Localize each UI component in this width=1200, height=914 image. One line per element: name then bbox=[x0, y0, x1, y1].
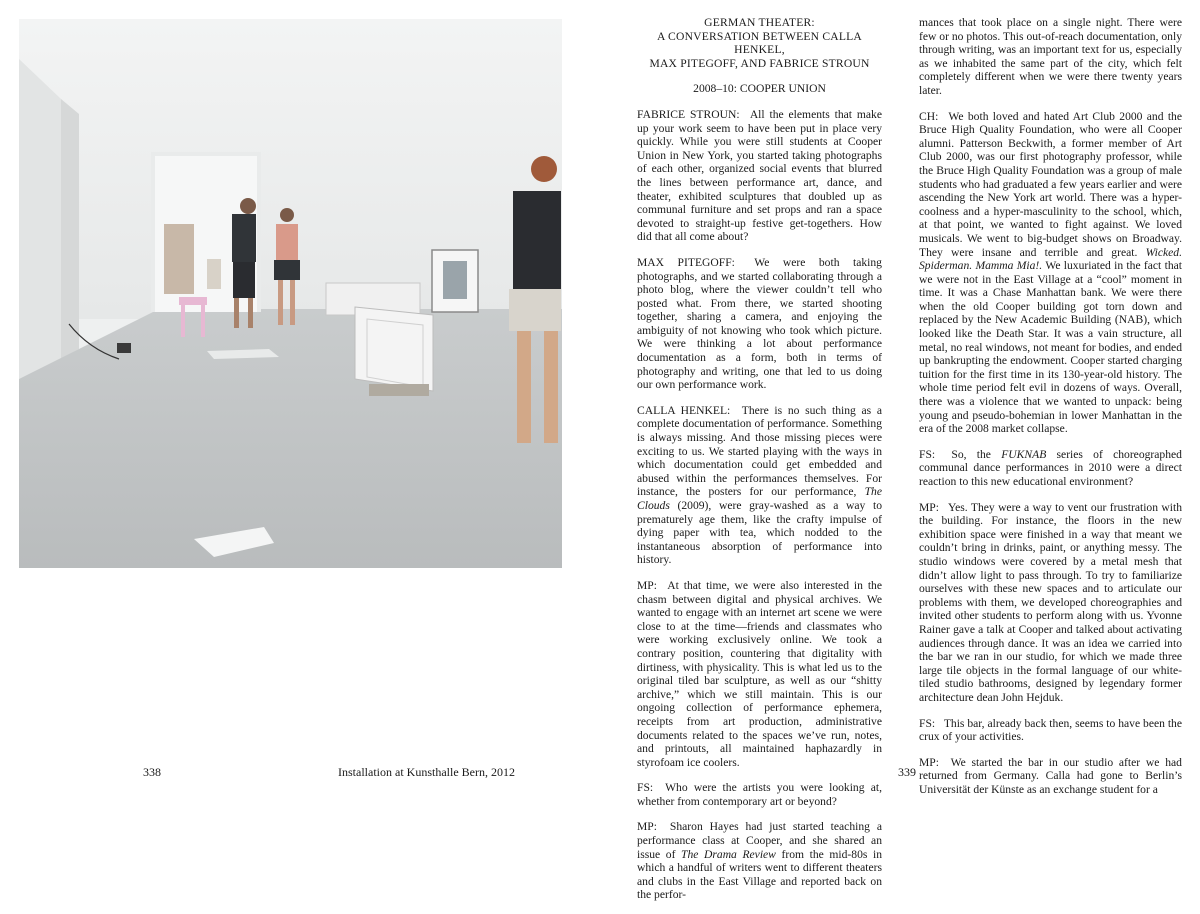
article-title-line: A CONVERSATION BETWEEN CALLA HENKEL, bbox=[657, 29, 862, 57]
speaker-label: MAX PITEGOFF: bbox=[637, 255, 735, 269]
paragraph-text: Yes. They were a way to vent our frustration with the building. For instance, the floors in the new exhibition space were finished in a way that meant we couldn’t bring in drinks, paint, or anything messy. The studio windows were covered by a metal mesh that didn’t allow light to pass through. To try to familiarize ourselves with these new spaces and to articulate our problems with them, we developed choreographies and invited other students to perform along with us. Yvonne Rainer gave a talk at Cooper and talked about activating audiences through dance. It was an idea we carried into the bar we ran in our studio, for which we made three large tile objects in the formal language of our white-tiled studio bathrooms, designed by legendary former architecture dean John Hejduk. bbox=[919, 500, 1183, 704]
paragraph-text: There is no such thing as a complete documentation of performance. Something is always missing. And those missing pieces were exciting to us. We started playing with the ways in which documentation could get embedded and abused within the performances themselves. For instance, the posters for our performance, bbox=[637, 403, 882, 499]
article-title-line: MAX PITEGOFF, AND FABRICE STROUN bbox=[649, 56, 870, 70]
gallery-photo-icon bbox=[19, 19, 562, 568]
paragraph bbox=[637, 256, 882, 392]
speaker-label: MP: bbox=[919, 755, 939, 769]
work-title: The Clouds bbox=[637, 485, 882, 512]
paragraph-text: All the elements that make up your work seem to have been put in place very quickly. While you were still students at Cooper Union in New York, you started taking photographs of each other, organized social events that blurred the lines between performance art, dance, and theater, exhibited sculptures that doubled up as communal furniture and set props and ran a space devoted to straight-up festive get-togethers. How did that all come about? bbox=[637, 107, 882, 244]
paragraph bbox=[919, 16, 1182, 98]
paragraph bbox=[637, 820, 882, 902]
paragraph bbox=[919, 756, 1182, 797]
speaker-label: MP: bbox=[919, 500, 939, 514]
text-column-2 bbox=[919, 16, 1182, 808]
publication-title: The Drama Review bbox=[681, 847, 776, 861]
paragraph-text: (2009), were gray-washed as a way to prematurely age them, like the crafty impulse of dying paper with tea, which nodded to the instantaneous absorption of performance into history. bbox=[637, 499, 882, 567]
speaker-label: CH: bbox=[919, 109, 939, 123]
right-page-number: 339 bbox=[898, 765, 916, 779]
speaker-label: CALLA HENKEL: bbox=[637, 403, 731, 417]
paragraph-text: Who were the artists you were looking at, whether from contemporary art or beyond? bbox=[637, 781, 882, 808]
paragraph-text: So, the bbox=[951, 447, 991, 461]
article-title-line: GERMAN THEATER: bbox=[704, 16, 815, 29]
article-title bbox=[637, 16, 882, 70]
section-heading: 2008–10: COOPER UNION bbox=[693, 82, 826, 96]
installation-photo bbox=[19, 19, 562, 568]
left-page-number: 338 bbox=[143, 765, 161, 779]
paragraph-text: Sharon Hayes had just started teaching a performance class at Cooper, and she shared an issue of bbox=[637, 820, 882, 861]
work-title: FUKNAB bbox=[1001, 447, 1047, 461]
paragraph-text: At that time, we were also interested in the chasm between digital and physical archives. We wanted to engage with an internet art scene we were close to at the time—friends and classmates who were working exclusively online. We took a contrary position, countering that digitality with dirtiness, with physicality. This is what led us to the original tiled bar sculpture, as well as our “shitty archive,” which we still maintain. This is our ongoing collection of performance ephemera, receipts from art production, administrative documents related to the spaces we’ve run, notes, and printouts, all maintained haphazardly in styrofoam ice coolers. bbox=[637, 578, 883, 769]
paragraph bbox=[637, 108, 882, 244]
paragraph-text: from the mid-80s in which a handful of writers went to different theaters and clubs in the East Village and reported back on the perfor- bbox=[637, 847, 882, 902]
paragraph bbox=[919, 448, 1182, 489]
paragraph-text: mances that took place on a single night. There were few or no photos. This out-of-reach documentation, only through writing, was an important text for us, especially as we inhabited the same part of the city, which felt completely different when we were there twenty years later. bbox=[919, 16, 1182, 97]
paragraph-text: We both loved and hated Art Club 2000 and the Bruce High Quality Foundation, who were all Cooper alumni. Patterson Beckwith, a former member of Art Club 2000, was our first photography professor, while the Bruce High Quality Foundation was a group of male students who had graduated a few years earlier and were ascending the New York art world. There was a hyper-coolness and a hyper-masculinity to the school, which, at that point, we wanted to fight against. We loved musicals. We went to big-budget shows on Broadway. They were insane and terrible and great. bbox=[919, 109, 1182, 259]
paragraph bbox=[919, 717, 1182, 744]
paragraph bbox=[637, 404, 882, 567]
image-caption: Installation at Kunsthalle Bern, 2012 bbox=[338, 765, 515, 779]
paragraph-text: We started the bar in our studio after we had returned from Germany. Calla had gone to Berlin’s Universität der Künste as an exchange student for a bbox=[919, 755, 1182, 796]
paragraph-text: We luxuriated in the fact that we were not in the East Village at a “cool” moment in time. It was a Chase Manhattan bank. We were there when the old Cooper building got torn down and replaced by the New Academic Building (NAB), which looked like the Death Star. It was a vain structure, all metal, no real windows, not meant for bodies, and ended up bankrupting the endowment. Cooper started charging tuition for the first time in its 130-year-old history. The whole time period felt evil in dozens of ways. Overall, there was a violence that we wanted to unpack: being young and pseudo-bohemian in lower Manhattan in the era of the 2008 market collapse. bbox=[919, 259, 1182, 436]
text-column-1 bbox=[637, 16, 882, 914]
paragraph bbox=[919, 110, 1182, 436]
show-titles: Wicked. Spiderman. Mamma Mia!. bbox=[919, 245, 1182, 273]
speaker-label: MP: bbox=[637, 820, 657, 834]
speaker-label: FS: bbox=[919, 716, 936, 730]
paragraph-text: This bar, already back then, seems to have been the crux of your activities. bbox=[919, 716, 1182, 744]
paragraph-text: series of choreographed communal dance performances in 2010 were a direct reaction to this new educational environment? bbox=[919, 447, 1182, 488]
speaker-label: FABRICE STROUN: bbox=[637, 107, 740, 121]
speaker-label: FS: bbox=[637, 781, 654, 795]
paragraph bbox=[919, 501, 1182, 705]
paragraph-text: We were both taking photographs, and we started collaborating through a photo blog, where the viewer couldn’t tell who posted what. From there, we started shooting together, sharing a camera, and enjoying the ambiguity of not knowing who took which picture. We were thinking a lot about performance documentation as a form, both in terms of photography and writing, one that led to us doing our own performance work. bbox=[637, 255, 882, 392]
speaker-label: MP: bbox=[637, 578, 657, 592]
paragraph bbox=[637, 579, 882, 769]
speaker-label: FS: bbox=[919, 447, 936, 461]
paragraph bbox=[637, 781, 882, 808]
